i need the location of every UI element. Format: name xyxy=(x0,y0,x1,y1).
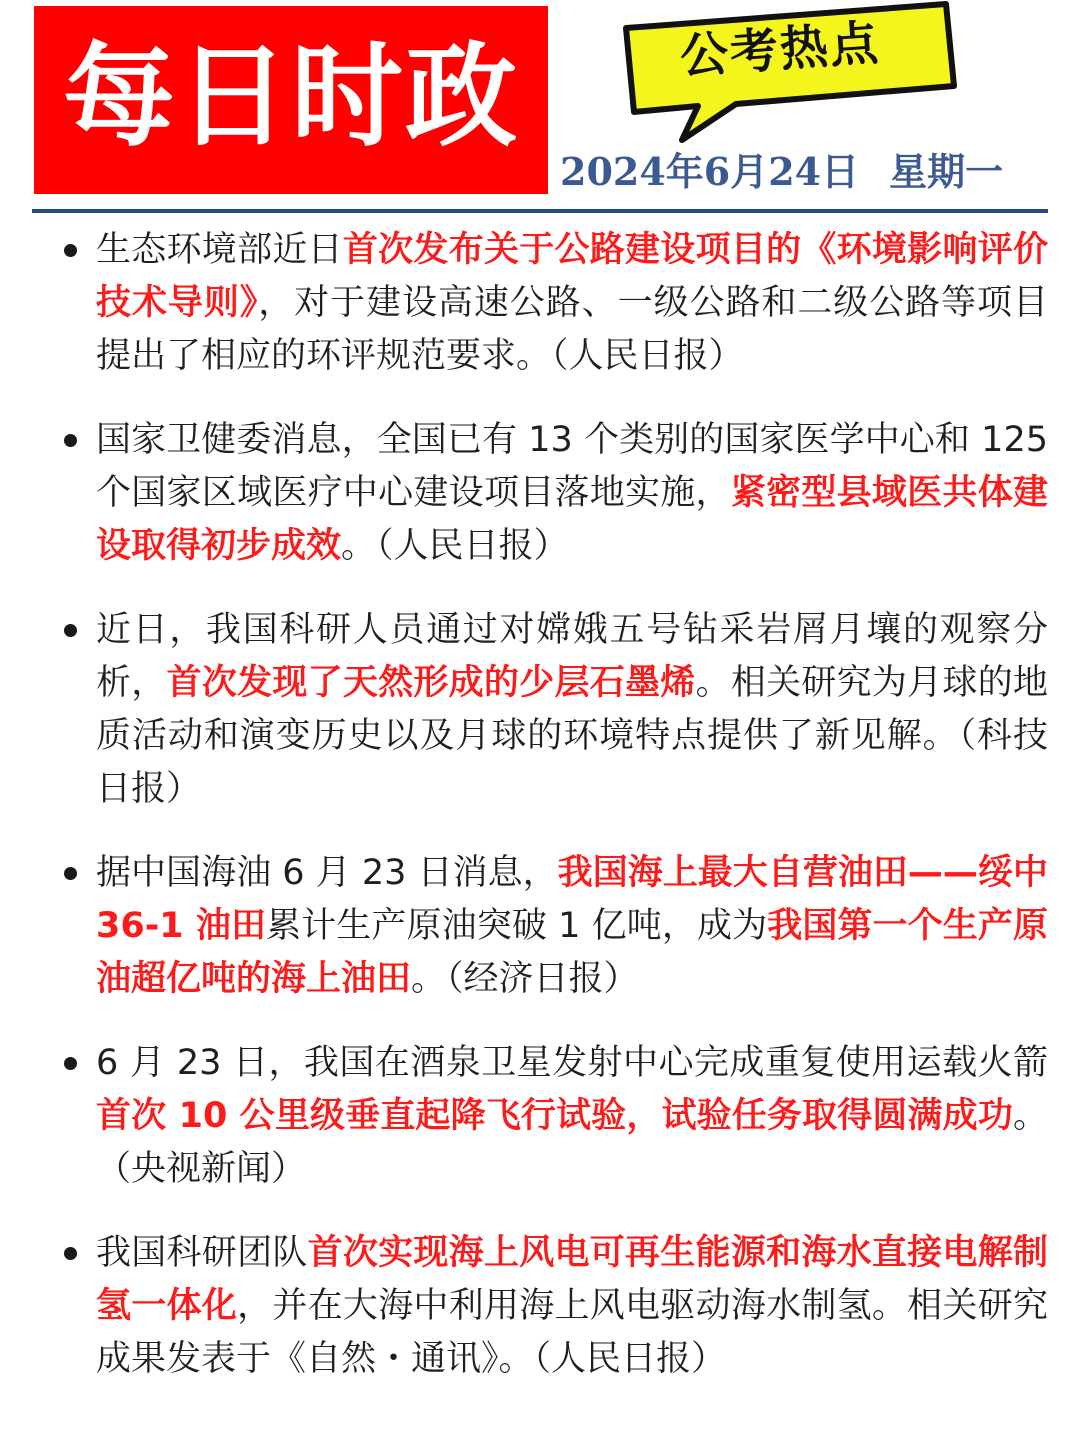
news-highlight: 我国第一个生产原油超亿吨的海上油田 xyxy=(96,906,1048,999)
news-text: 。（人民日报） xyxy=(341,526,569,566)
news-highlight: 首次 10 公里级垂直起降飞行试验，试验任务取得圆满成功 xyxy=(96,1096,1013,1136)
hot-topics-badge: 公考热点 xyxy=(678,15,882,85)
news-text: 。（经济日报） xyxy=(411,959,639,999)
news-list xyxy=(58,224,1048,1417)
news-text: 近日，我国科研人员通过对嫦娥五号钻采岩屑月壤的观察分析， xyxy=(96,610,1048,703)
date-text: 2024年6月24日 xyxy=(560,149,860,194)
news-highlight: 首次实现海上风电可再生能源和海水直接电解制氢一体化 xyxy=(96,1233,1048,1326)
news-item-1 xyxy=(58,224,1048,383)
news-text: 生态环境部近日 xyxy=(96,230,343,270)
news-text: 我国科研团队 xyxy=(96,1233,308,1273)
bullet-icon xyxy=(64,244,77,257)
title-banner xyxy=(34,6,548,194)
news-text: 据中国海油 6 月 23 日消息， xyxy=(96,853,558,893)
news-text: 6 月 23 日，我国在酒泉卫星发射中心完成重复使用运载火箭 xyxy=(96,1043,1048,1083)
news-item-3 xyxy=(58,604,1048,816)
news-text: 累计生产原油突破 1 亿吨，成为 xyxy=(266,906,768,946)
bullet-icon xyxy=(64,1057,77,1070)
news-text: 国家卫健委消息，全国已有 13 个类别的国家医学中心和 125 个国家区域医疗中心建设项目落地实施， xyxy=(96,420,1048,513)
news-highlight: 首次发现了天然形成的少层石墨烯 xyxy=(166,663,696,703)
news-highlight: 首次发布关于公路建设项目的《环境影响评价技术导则》 xyxy=(96,230,1048,323)
news-item-2 xyxy=(58,414,1048,573)
news-item-5 xyxy=(58,1037,1048,1196)
bullet-icon xyxy=(64,624,77,637)
date-line xyxy=(560,145,1060,199)
bullet-icon xyxy=(64,434,77,447)
bullet-icon xyxy=(64,1247,77,1260)
news-highlight: 紧密型县域医共体建设取得初步成效 xyxy=(96,473,1048,566)
page-title: 每日时政 xyxy=(63,32,519,162)
news-text: ，并在大海中利用海上风电驱动海水制氢。相关研究成果发表于《自然・通讯》。（人民日报） xyxy=(96,1286,1048,1379)
weekday-text: 星期一 xyxy=(889,149,1004,194)
header-divider xyxy=(32,209,1048,213)
news-highlight: 我国海上最大自营油田——绥中 36-1 油田 xyxy=(96,853,1048,946)
news-item-4 xyxy=(58,847,1048,1006)
news-item-6 xyxy=(58,1227,1048,1386)
news-text: 。相关研究为月球的地质活动和演变历史以及月球的环境特点提供了新见解。（科技日报） xyxy=(96,663,1048,809)
bullet-icon xyxy=(64,867,77,880)
news-text: ，对于建设高速公路、一级公路和二级公路等项目提出了相应的环评规范要求。（人民日报） xyxy=(96,283,1048,376)
news-text: 。（央视新闻） xyxy=(96,1096,1048,1189)
